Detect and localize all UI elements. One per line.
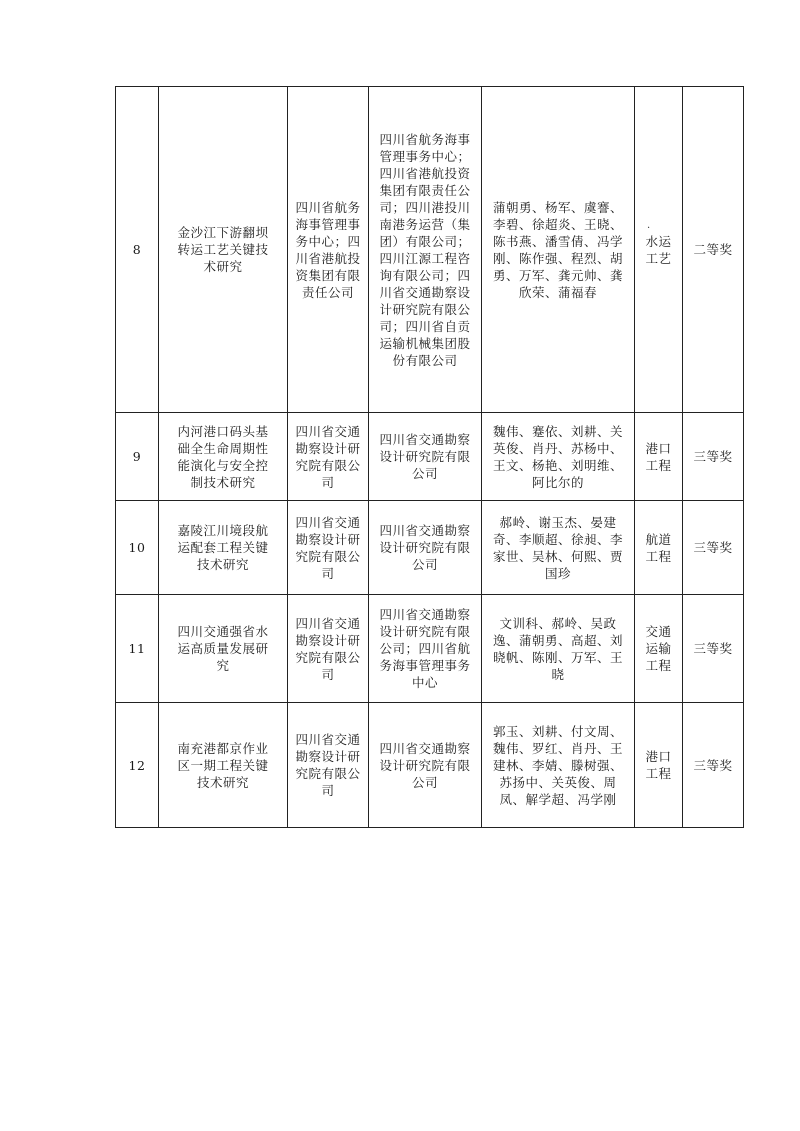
category-cell	[635, 87, 683, 413]
participants-cell	[369, 501, 482, 595]
people-cell	[482, 703, 635, 828]
table-row	[116, 595, 744, 703]
people-cell	[482, 413, 635, 501]
category-cell	[635, 501, 683, 595]
row-number: 10	[116, 501, 159, 595]
lead-unit: 四川省交通勘察设计研究院有限公司	[295, 514, 361, 581]
people-cell	[482, 595, 635, 703]
project-name-cell	[159, 501, 288, 595]
row-number: 9	[116, 413, 159, 501]
participants-cell	[369, 413, 482, 501]
category: 水运工艺	[645, 233, 672, 266]
participant-units: 四川省交通勘察设计研究院有限公司	[379, 432, 471, 481]
main-contributors: 郭玉、刘耕、付文周、魏伟、罗红、肖丹、王建林、李婧、滕树强、苏扬中、关英俊、周凤、解学超、冯学刚	[492, 723, 623, 807]
project-name-cell	[159, 595, 288, 703]
award-level: 三等奖	[683, 413, 744, 501]
category: 交通运输工程	[645, 624, 672, 673]
awards-table	[115, 86, 744, 828]
participant-units: 四川省航务海事管理事务中心；四川省港航投资集团有限责任公司；四川港投川南港务运营（集团）有限公司；四川江源工程咨询有限公司；四川省交通勘察设计研究院有限公司；四川省自贡运输机械集团股份有限公司	[379, 131, 471, 368]
participant-units: 四川省交通勘察设计研究院有限公司	[379, 523, 471, 572]
table-row	[116, 501, 744, 595]
lead-unit-cell	[288, 413, 369, 501]
stray-mark: .	[647, 220, 651, 231]
lead-unit: 四川省交通勘察设计研究院有限公司	[295, 732, 361, 798]
participant-units: 四川省交通勘察设计研究院有限公司	[379, 740, 471, 790]
participants-cell	[369, 87, 482, 413]
category-cell	[635, 595, 683, 703]
award-level: 三等奖	[683, 595, 744, 703]
lead-unit: 四川省航务海事管理事务中心；四川省港航投资集团有限责任公司	[295, 199, 361, 300]
lead-unit-cell	[288, 703, 369, 828]
award-level: 三等奖	[683, 703, 744, 828]
project-name-cell	[159, 703, 288, 828]
project-name-cell	[159, 413, 288, 501]
participants-cell	[369, 595, 482, 703]
project-name: 四川交通强省水运高质量发展研究	[177, 624, 269, 673]
main-contributors: 郝岭、谢玉杰、晏建奇、李顺超、徐昶、李家世、吴林、何熙、贾国珍	[492, 514, 623, 581]
category: 港口工程	[645, 749, 672, 781]
lead-unit-cell	[288, 501, 369, 595]
participant-units: 四川省交通勘察设计研究院有限公司；四川省航务海事管理事务中心	[379, 607, 471, 690]
project-name: 南充港都京作业区一期工程关键技术研究	[177, 740, 269, 790]
main-contributors: 文训科、郝岭、吴政逸、蒲朝勇、高超、刘晓帆、陈刚、万军、王晓	[492, 615, 623, 682]
lead-unit-cell	[288, 87, 369, 413]
project-name: 内河港口码头基础全生命周期性能演化与安全控制技术研究	[177, 423, 269, 490]
award-level: 三等奖	[683, 501, 744, 595]
participants-cell	[369, 703, 482, 828]
category: 港口工程	[645, 440, 672, 473]
table-row	[116, 413, 744, 501]
lead-unit: 四川省交通勘察设计研究院有限公司	[295, 423, 361, 490]
table-row	[116, 703, 744, 828]
row-number: 8	[116, 87, 159, 413]
people-cell	[482, 501, 635, 595]
row-number: 11	[116, 595, 159, 703]
table-row	[116, 87, 744, 413]
row-number: 12	[116, 703, 159, 828]
project-name: 金沙江下游翻坝转运工艺关键技术研究	[177, 225, 269, 274]
lead-unit: 四川省交通勘察设计研究院有限公司	[295, 615, 361, 682]
category-cell	[635, 703, 683, 828]
category-cell	[635, 413, 683, 501]
people-cell	[482, 87, 635, 413]
award-level: 二等奖	[683, 87, 744, 413]
main-contributors: 魏伟、蹇依、刘耕、关英俊、肖丹、苏杨中、王文、杨艳、刘明维、阿比尔的	[492, 423, 623, 490]
lead-unit-cell	[288, 595, 369, 703]
project-name: 嘉陵江川境段航运配套工程关键技术研究	[177, 523, 269, 572]
main-contributors: 蒲朝勇、杨军、虞謇、李碧、徐超炎、王晓、陈书燕、潘雪倩、冯学刚、陈作强、程烈、胡勇、万军、龚元帅、龚欣荣、蒲福春	[492, 199, 623, 300]
category: 航道工程	[645, 531, 672, 564]
project-name-cell	[159, 87, 288, 413]
